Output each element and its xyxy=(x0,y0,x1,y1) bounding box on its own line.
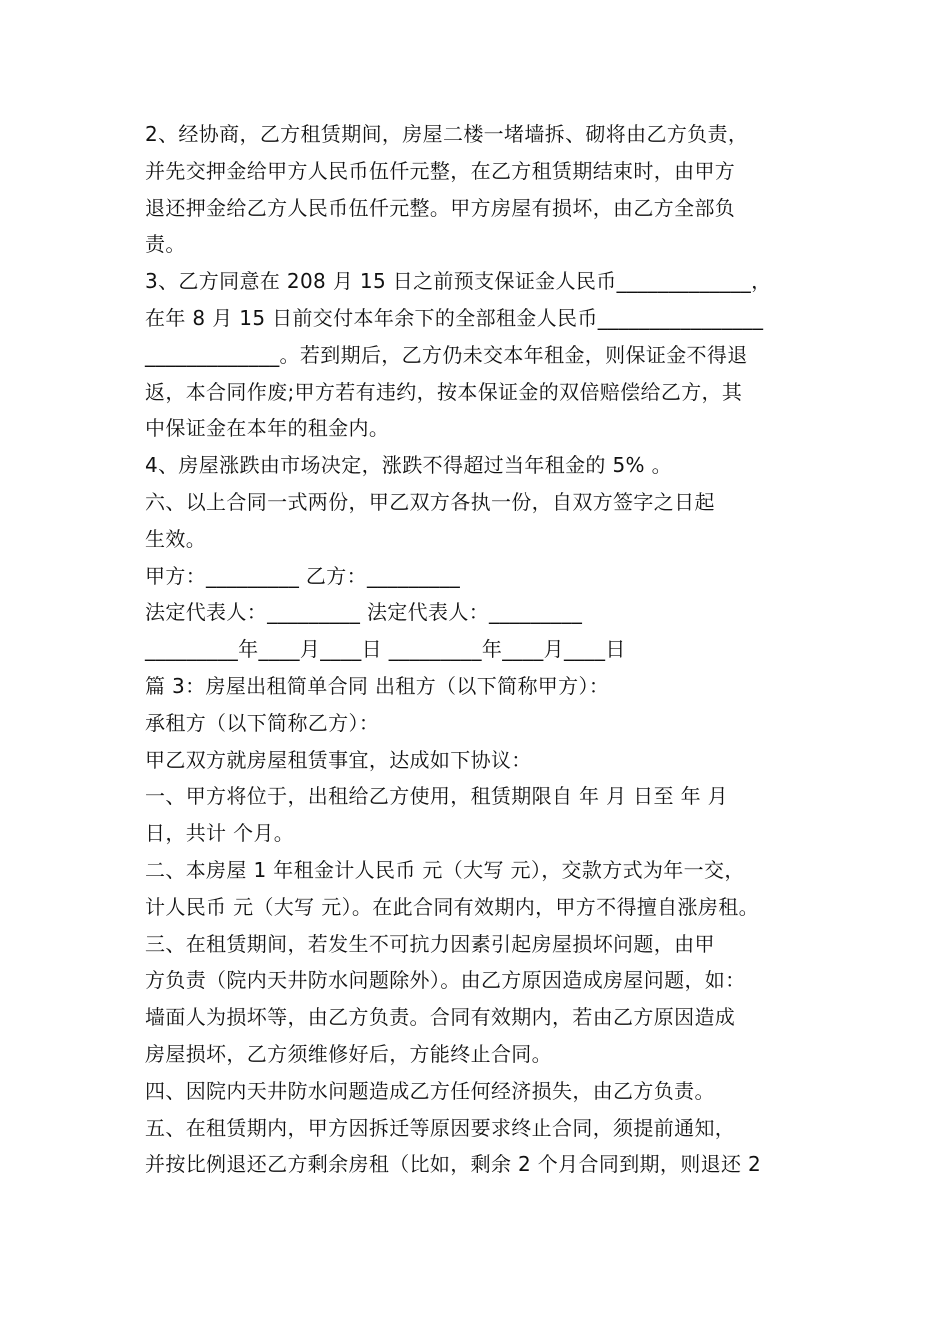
text-line: 墙面人为损坏等，由乙方负责。合同有效期内，若由乙方原因造成 xyxy=(145,1005,736,1030)
text-line: 4、房屋涨跌由市场决定，涨跌不得超过当年租金的 5% 。 xyxy=(145,453,672,478)
text-line: 二、本房屋 1 年租金计人民币 元（大写 元），交款方式为年一交， xyxy=(145,857,745,882)
text-line: 返，本合同作废;甲方若有违约，按本保证金的双倍赔偿给乙方，其 xyxy=(145,379,743,404)
text-line: 一、甲方将位于，出租给乙方使用，租赁期限自 年 月 日至 年 月 xyxy=(145,784,728,809)
text-line: 3、乙方同意在 208 月 15 日之前预支保证金人民币_____________， xyxy=(145,269,772,294)
text-line: 方负责（院内天井防水问题除外）。由乙方原因造成房屋问题，如： xyxy=(145,968,746,993)
text-line: 三、在租赁期间，若发生不可抗力因素引起房屋损坏问题，由甲 xyxy=(145,931,715,956)
signature-line: 法定代表人：_________ 法定代表人：_________ xyxy=(145,600,583,625)
text-line: 并按比例退还乙方剩余房租（比如，剩余 2 个月合同到期，则退还 2 xyxy=(145,1152,762,1177)
text-line: 并先交押金给甲方人民币伍仟元整，在乙方租赁期结束时，由甲方 xyxy=(145,158,736,183)
text-line: 甲乙双方就房屋租赁事宜，达成如下协议： xyxy=(145,747,532,772)
section-heading: 篇 3：房屋出租简单合同 出租方（以下简称甲方）： xyxy=(145,673,610,698)
text-line: 房屋损坏，乙方须维修好后，方能终止合同。 xyxy=(145,1041,552,1066)
text-line: 生效。 xyxy=(145,526,207,551)
date-line: _________年____月____日 _________年____月____日 xyxy=(145,637,626,662)
text-line: 六、以上合同一式两份，甲乙双方各执一份，自双方签字之日起 xyxy=(145,489,715,514)
text-line: _____________。若到期后，乙方仍未交本年租金，则保证金不得退 xyxy=(145,342,748,367)
text-line: 责。 xyxy=(145,232,186,257)
text-line: 中保证金在本年的租金内。 xyxy=(145,416,390,441)
text-line: 在年 8 月 15 日前交付本年余下的全部租金人民币________________ xyxy=(145,305,764,330)
text-line: 四、因院内天井防水问题造成乙方任何经济损失，由乙方负责。 xyxy=(145,1078,715,1103)
text-line: 2、经协商，乙方租赁期间，房屋二楼一堵墙拆、砌将由乙方负责， xyxy=(145,122,749,146)
text-line: 日，共计 个月。 xyxy=(145,821,295,846)
signature-line: 甲方：_________ 乙方：_________ xyxy=(145,563,461,588)
text-line: 退还押金给乙方人民币伍仟元整。甲方房屋有损坏，由乙方全部负 xyxy=(145,195,736,220)
document-body xyxy=(145,116,813,1183)
text-line: 承租方（以下简称乙方）： xyxy=(145,710,380,735)
text-line: 五、在租赁期内，甲方因拆迁等原因要求终止合同，须提前通知， xyxy=(145,1115,736,1140)
text-line: 计人民币 元（大写 元）。在此合同有效期内，甲方不得擅自涨房租。 xyxy=(145,894,759,919)
